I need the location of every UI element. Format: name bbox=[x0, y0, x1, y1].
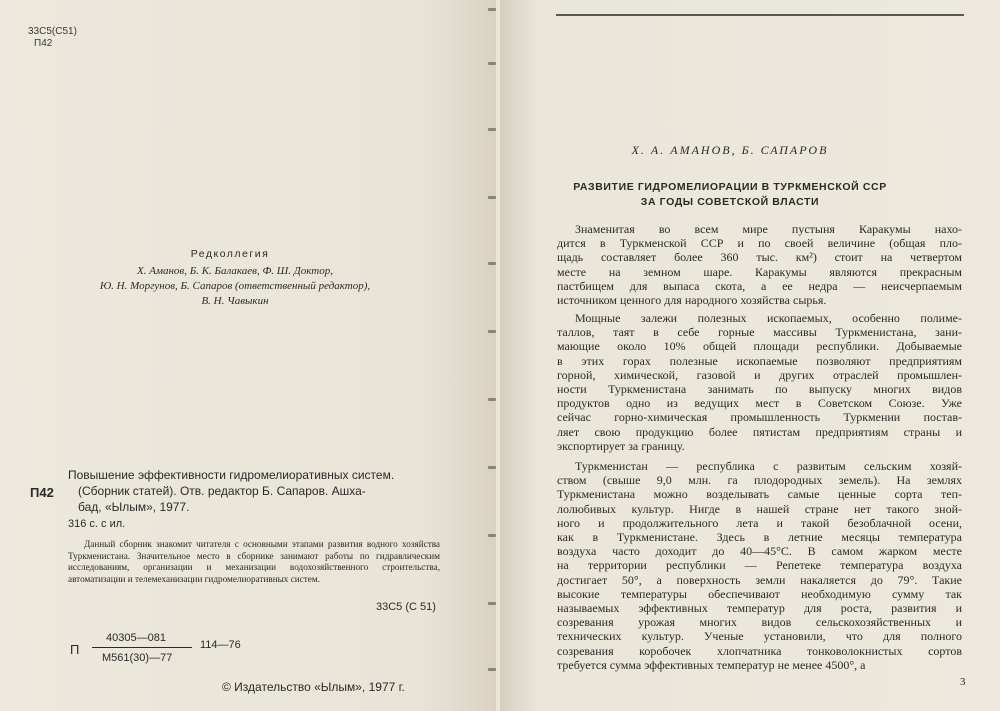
editorial-board-line: Х. Аманов, Б. К. Балакаев, Ф. Ш. Доктор, bbox=[137, 265, 333, 277]
bib-index: П42 bbox=[30, 485, 54, 500]
annotation: Данный сборник знакомит читателя с основными этапами развития водного хозяйства Туркменистана. Значительное место в сборнике занимают работы по гидравлическим исследованиям, организации и механизации водохозяйственного строительства, автоматизации и телемеханизации гидромелиоративных систем. bbox=[68, 539, 440, 584]
stitch bbox=[488, 466, 496, 469]
text-line: воздуха часто доходит до 40—45°С. В самом жарком месте bbox=[557, 544, 962, 559]
page-count: 316 с. с ил. bbox=[68, 518, 126, 530]
editorial-board-line: Ю. Н. Моргунов, Б. Сапаров (ответственный редактор), bbox=[99, 280, 371, 292]
stitch bbox=[488, 262, 496, 265]
paragraph bbox=[557, 311, 962, 453]
text-line: продуктов одно из ведущих мест в Советском Союзе. Уже bbox=[557, 396, 962, 411]
bib-line: (Сборник статей). Отв. редактор Б. Сапаров. Ашха- bbox=[78, 484, 366, 498]
text-line: лолюбивых культур. Нигде в нашей стране нет такого зной- bbox=[557, 501, 962, 516]
text-line: месте на земном шаре. Каракумы являются прекрасным bbox=[557, 264, 962, 279]
stitch bbox=[488, 128, 496, 131]
text-line: созревания урожая многих видов сельскохозяйственных и bbox=[557, 615, 962, 630]
text-line: Знаменитая во всем мире пустыня Каракумы нахо- bbox=[575, 222, 962, 236]
text-line: ляет свою продукцию более пятистам предприятиям страны и bbox=[557, 424, 962, 439]
stitch bbox=[488, 62, 496, 65]
text-line: сейчас горно-химическая промышленность Туркмении постав- bbox=[557, 410, 962, 425]
fraction-numerator: 40305—081 bbox=[106, 632, 166, 644]
text-line: ного и продолжительного лета и такой безоблачной осени, bbox=[557, 515, 962, 530]
text-line: в этих горах полезные ископаемые позволяют предприятиям bbox=[557, 353, 962, 368]
text-line: технических культур. Ученые установили, что для полного bbox=[557, 629, 962, 644]
text-line: пастбищем для выпаса скота, а ее недра — неисчерпаемым bbox=[557, 278, 962, 293]
fraction-denominator: М561(30)—77 bbox=[102, 652, 173, 664]
stitch bbox=[488, 398, 496, 401]
fraction-prefix: П bbox=[70, 642, 80, 657]
stitch bbox=[488, 602, 496, 605]
stitch bbox=[488, 330, 496, 333]
stitch bbox=[488, 8, 496, 11]
text-line: называемых эффективных температур для роста, развития и bbox=[557, 601, 962, 616]
index-code: П42 bbox=[34, 38, 53, 49]
text-line: экспортирует за границу. bbox=[557, 438, 685, 453]
paragraph bbox=[557, 459, 962, 672]
text-line: требуется сумма эффективных температур не менее 4500°, а bbox=[557, 657, 866, 672]
text-line: достигает 50°, а поверхность земли накаляется до 79°. Такие bbox=[557, 572, 962, 587]
bib-line: Повышение эффективности гидромелиоративных систем. bbox=[68, 468, 395, 482]
bibliographic-record bbox=[68, 467, 468, 515]
text-line: Туркменистан — республика с развитым сельским хозяй- bbox=[575, 459, 962, 473]
text-line: источником ценного для народного хозяйства сырья. bbox=[557, 293, 827, 308]
text-line: Мощные залежи полезных ископаемых, особенно полиме- bbox=[575, 311, 962, 325]
stitch bbox=[488, 196, 496, 199]
stitch bbox=[488, 668, 496, 671]
udc-code: 33С5(С51) bbox=[28, 26, 77, 37]
text-line: высокие температуры обеспечивают необходимую сумму так bbox=[557, 586, 962, 601]
text-line: как в Туркменистане. Здесь в летние месяцы температура bbox=[557, 530, 962, 545]
article-title: ЗА ГОДЫ СОВЕТСКОЙ ВЛАСТИ bbox=[640, 196, 820, 208]
bib-code: 33С5 (С 51) bbox=[376, 601, 436, 613]
article-authors: Х. А. АМАНОВ, Б. САПАРОВ bbox=[631, 143, 829, 157]
text-line: ством (свыше 9,0 млн. га плодородных земель). На землях bbox=[557, 473, 962, 488]
text-line: созревания коробочек хлопчатника тонковолокнистых сортов bbox=[557, 643, 962, 658]
classification-code bbox=[28, 26, 77, 50]
editorial-board-heading: Редколлегия bbox=[190, 248, 270, 260]
text-line: на территории республики — Репетеке температура воздуха bbox=[557, 558, 962, 573]
bib-line: бад, «Ылым», 1977. bbox=[78, 500, 190, 514]
text-line: Туркменистана можно возделывать самые ценные сорта теп- bbox=[557, 487, 962, 502]
article-title: РАЗВИТИЕ ГИДРОМЕЛИОРАЦИИ В ТУРКМЕНСКОЙ ССР bbox=[573, 181, 887, 193]
text-line: дится в Туркменской ССР и по своей величине (общая пло- bbox=[557, 236, 962, 251]
text-line: щадь составляет более 360 тыс. км²) стоит на четвертом bbox=[557, 250, 962, 265]
text-line: мающие около 10% общей площади республики. Добываемые bbox=[557, 339, 962, 354]
text-line: таллов, таят в себе горные массивы Туркменистана, зани- bbox=[557, 325, 962, 340]
top-rule bbox=[556, 14, 964, 16]
paragraph bbox=[557, 222, 962, 307]
left-page bbox=[0, 0, 496, 711]
text-line: горной, химической, газовой и других отраслей промышлен- bbox=[557, 367, 962, 382]
editorial-board-line: В. Н. Чавыкин bbox=[201, 295, 269, 307]
stitch bbox=[488, 534, 496, 537]
page-number: 3 bbox=[960, 676, 966, 688]
fraction-suffix: 114—76 bbox=[200, 639, 241, 651]
publisher-copyright: © Издательство «Ылым», 1977 г. bbox=[222, 680, 405, 694]
text-line: ности Туркменистана занимать по выпуску многих видов bbox=[557, 382, 962, 397]
fraction-bar bbox=[92, 647, 192, 648]
